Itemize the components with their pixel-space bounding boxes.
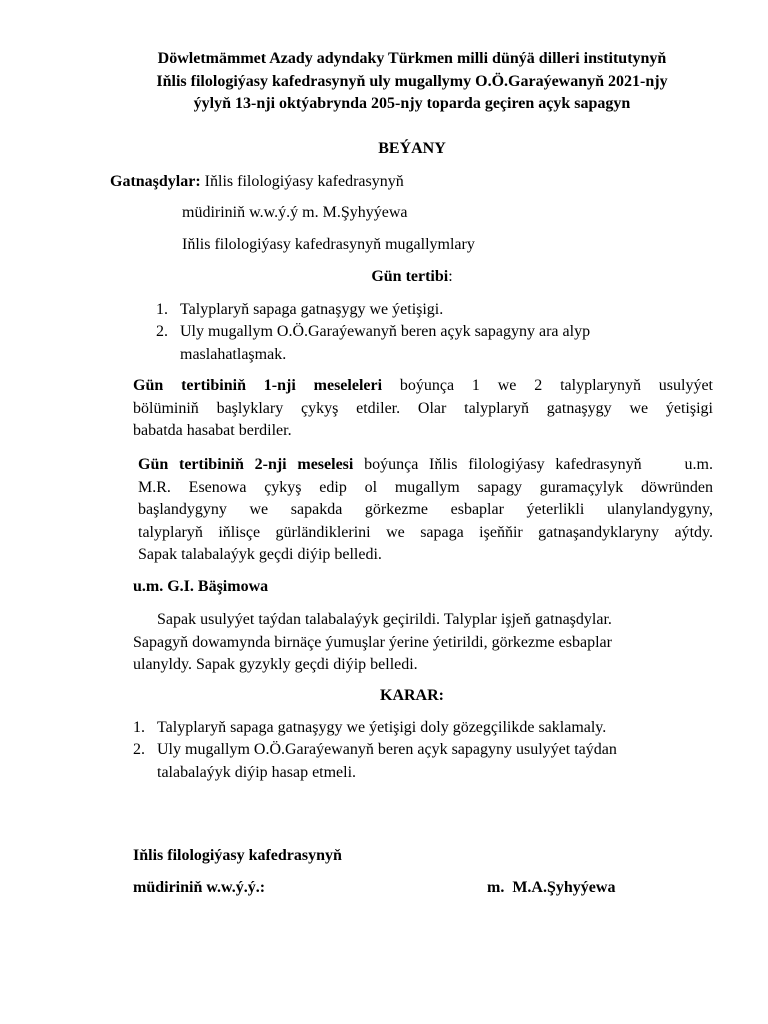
agenda-item1-paragraph [133, 375, 713, 443]
signature-dept-line: Iňlis filologiýasy kafedrasynyň [133, 847, 342, 864]
paragraph-line: ulanyldy. Sapak gyzykly geçdi diýip belledi. [133, 656, 418, 673]
paragraph-line [138, 454, 713, 477]
paragraph-line-rest: boýunça Iňlis filologiýasy kafedrasynyň u.m. [353, 456, 714, 473]
header-line: Döwletmämmet Azady adyndaky Türkmen milli dünýä dilleri institutynyň [157, 50, 667, 67]
decision-item-text [157, 739, 617, 784]
agenda-item-line: maslahatlaşmak. [180, 345, 287, 363]
agenda-item-text [180, 321, 590, 366]
paragraph-line: bölüminiň başlyklary çykyş etdiler. Olar talyplaryň gatnaşygy we ýetişigi [133, 399, 713, 417]
signature-role: müdiriniň w.w.ý.ý.: [133, 879, 266, 896]
signature-name: m. M.A.Şyhyýewa [487, 879, 616, 896]
participants-first-line [110, 171, 404, 194]
header-line: Iňlis filologiýasy kafedrasynyň uly mugallymy O.Ö.Garaýewanyň 2021-njy [156, 72, 668, 90]
paragraph-line: babatda hasabat berdiler. [133, 422, 292, 439]
agenda-item-line: Uly mugallym O.Ö.Garaýewanyň beren açyk sapagyny ara alyp [180, 323, 591, 340]
document-header [60, 48, 764, 116]
decision-item-text: Talyplaryň sapaga gatnaşygy we ýetişigi doly gözegçilikde saklamaly. [157, 719, 607, 736]
agenda-item [156, 321, 716, 366]
participants-third-line: Iňlis filologiýasy kafedrasynyň mugallymlary [182, 236, 475, 253]
agenda-heading [60, 266, 764, 289]
document-title: BEÝANY [378, 140, 446, 157]
decision-item [133, 739, 733, 784]
speaker-paragraph [133, 609, 733, 677]
paragraph-line: başlandygyny we sapakda görkezme esbaplar ýeterlikli ulanylandygyny, [138, 501, 713, 518]
paragraph-line: Sapagyň dowamynda birnäçe ýumuşlar ýerine ýetirildi, görkezme esbaplar [133, 633, 612, 651]
paragraph-bold-lead: Gün tertibiniň 2-nji meselesi [138, 456, 354, 473]
agenda-heading-colon: : [448, 268, 453, 285]
agenda-item-number: 2. [156, 323, 168, 340]
speaker-name: u.m. G.I. Bäşimowa [133, 578, 269, 595]
paragraph-line: Sapak talabalaýyk geçdi diýip belledi. [138, 546, 382, 563]
paragraph-line: Sapak usulyýet taýdan talabalaýyk geçirildi. Talyplar işjeň gatnaşdylar. [157, 611, 612, 628]
participants-second-line: müdiriniň w.w.ý.ý m. M.Şyhyýewa [182, 204, 408, 221]
paragraph-bold-lead: Gün tertibiniň 1-nji meseleleri [133, 377, 383, 394]
header-line: ýylyň 13-nji oktýabrynda 205-njy toparda geçiren açyk sapagyn [193, 95, 631, 112]
decision-heading: KARAR: [380, 687, 444, 704]
agenda-item-number: 1. [156, 301, 168, 318]
paragraph-line: M.R. Esenowa çykyş edip ol mugallym sapagy guramaçylyk döwründen [138, 478, 713, 496]
decision-item-line: Uly mugallym O.Ö.Garaýewanyň beren açyk sapagyny usulyýet taýdan [157, 741, 617, 758]
decision-item-number: 2. [133, 741, 145, 758]
agenda-item2-paragraph [138, 454, 713, 567]
decision-item-line: talabalaýyk diýip hasap etmeli. [157, 763, 357, 781]
paragraph-line-rest: boýunça 1 we 2 talyplarynyň usulyýet [382, 377, 714, 394]
paragraph-line [133, 375, 713, 398]
decision-item-number: 1. [133, 719, 145, 736]
participants-text: Iňlis filologiýasy kafedrasynyň [204, 173, 404, 190]
paragraph-line: talyplaryň iňlisçe gürländiklerini we sapaga işeňňir gatnaşandyklaryny aýtdy. [138, 523, 713, 541]
agenda-heading-text: Gün tertibi [371, 268, 449, 285]
participants-label: Gatnaşdylar: [110, 173, 201, 190]
agenda-item-text: Talyplaryň sapaga gatnaşygy we ýetişigi. [180, 301, 444, 318]
